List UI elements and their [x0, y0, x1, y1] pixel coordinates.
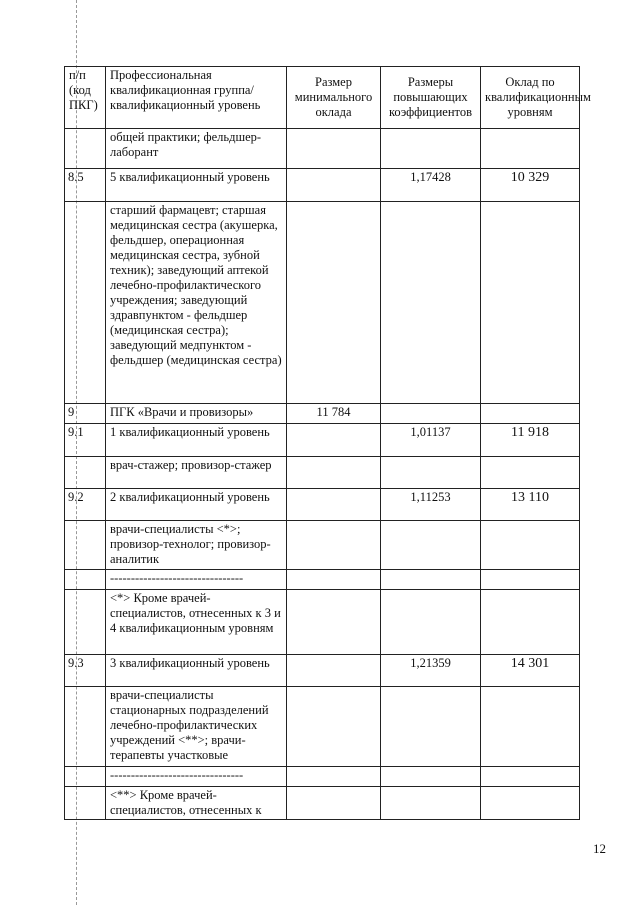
row-num: 8.5	[65, 169, 106, 202]
row-group: <**> Кроме врачей-специалистов, отнесенных к	[106, 787, 287, 820]
row-min	[287, 767, 381, 787]
row-group: 3 квалификационный уровень	[106, 655, 287, 687]
row-coef	[381, 521, 481, 570]
row-coef: 1,17428	[381, 169, 481, 202]
header-min-salary: Размер минимального оклада	[287, 67, 381, 129]
row-salary	[481, 590, 580, 655]
table-row	[65, 787, 580, 820]
row-min	[287, 655, 381, 687]
row-min	[287, 521, 381, 570]
row-min	[287, 590, 381, 655]
table-row	[65, 129, 580, 169]
row-num: 9.2	[65, 489, 106, 521]
row-min	[287, 424, 381, 457]
row-coef	[381, 404, 481, 424]
row-group: врачи-специалисты <*>; провизор-технолог; провизор-аналитик	[106, 521, 287, 570]
table-row	[65, 767, 580, 787]
table-row	[65, 404, 580, 424]
row-salary: 11 918	[481, 424, 580, 457]
table-row	[65, 687, 580, 767]
row-group: <*> Кроме врачей-специалистов, отнесенных к 3 и 4 квалификационным уровням	[106, 590, 287, 655]
page-number: 12	[593, 841, 606, 856]
row-min: 11 784	[287, 404, 381, 424]
row-salary	[481, 570, 580, 590]
row-salary	[481, 767, 580, 787]
row-coef	[381, 687, 481, 767]
row-coef	[381, 457, 481, 489]
row-num	[65, 787, 106, 820]
row-salary	[481, 129, 580, 169]
row-coef	[381, 570, 481, 590]
table-row	[65, 489, 580, 521]
row-salary: 13 110	[481, 489, 580, 521]
row-group: врач-стажер; провизор-стажер	[106, 457, 287, 489]
row-min	[287, 457, 381, 489]
row-min	[287, 202, 381, 404]
row-num: 9.3	[65, 655, 106, 687]
row-num	[65, 570, 106, 590]
row-group: 2 квалификационный уровень	[106, 489, 287, 521]
row-min	[287, 129, 381, 169]
row-group: врачи-специалисты стационарных подразделений лечебно-профилактических учреждений <**>; врачи-терапевты участковые	[106, 687, 287, 767]
row-num	[65, 457, 106, 489]
row-salary	[481, 404, 580, 424]
row-min	[287, 169, 381, 202]
row-coef	[381, 767, 481, 787]
table-row	[65, 202, 580, 404]
row-num: 9	[65, 404, 106, 424]
row-salary	[481, 202, 580, 404]
row-num	[65, 590, 106, 655]
table-row	[65, 169, 580, 202]
row-num	[65, 202, 106, 404]
row-min	[287, 570, 381, 590]
row-num: 9.1	[65, 424, 106, 457]
row-salary: 10 329	[481, 169, 580, 202]
row-group: общей практики; фельдшер-лаборант	[106, 129, 287, 169]
row-group: старший фармацевт; старшая медицинская сестра (акушерка, фельдшер, операционная медицинская сестра, зубной техник); заведующий аптекой лечебно-профилактического учреждения; заведующий здравпунктом - фельдшер (медицинская сестра); заведующий медпунктом - фельдшер (медицинская сестра)	[106, 202, 287, 404]
row-salary	[481, 521, 580, 570]
row-coef	[381, 129, 481, 169]
row-group: ПГК «Врачи и провизоры»	[106, 404, 287, 424]
row-coef	[381, 590, 481, 655]
table-row	[65, 424, 580, 457]
table-row	[65, 457, 580, 489]
table-row	[65, 655, 580, 687]
row-group: 5 квалификационный уровень	[106, 169, 287, 202]
table-row	[65, 521, 580, 570]
header-salary: Оклад по квалификационным уровням	[481, 67, 580, 129]
row-salary	[481, 687, 580, 767]
row-coef	[381, 787, 481, 820]
row-num	[65, 129, 106, 169]
row-coef: 1,01137	[381, 424, 481, 457]
row-group: --------------------------------	[106, 570, 287, 590]
row-coef: 1,21359	[381, 655, 481, 687]
table-row	[65, 590, 580, 655]
row-group: 1 квалификационный уровень	[106, 424, 287, 457]
header-group: Профессиональная квалификационная группа/квалификационный уровень	[106, 67, 287, 129]
row-salary: 14 301	[481, 655, 580, 687]
table-header-row	[65, 67, 580, 129]
table-row	[65, 570, 580, 590]
row-num	[65, 767, 106, 787]
row-coef: 1,11253	[381, 489, 481, 521]
row-min	[287, 787, 381, 820]
row-group: --------------------------------	[106, 767, 287, 787]
row-num	[65, 687, 106, 767]
header-num: п/п (код ПКГ)	[65, 67, 106, 129]
row-num	[65, 521, 106, 570]
header-coef: Размеры повышающих коэффициентов	[381, 67, 481, 129]
row-min	[287, 687, 381, 767]
row-salary	[481, 457, 580, 489]
salary-table	[64, 66, 591, 820]
row-coef	[381, 202, 481, 404]
row-salary	[481, 787, 580, 820]
row-min	[287, 489, 381, 521]
